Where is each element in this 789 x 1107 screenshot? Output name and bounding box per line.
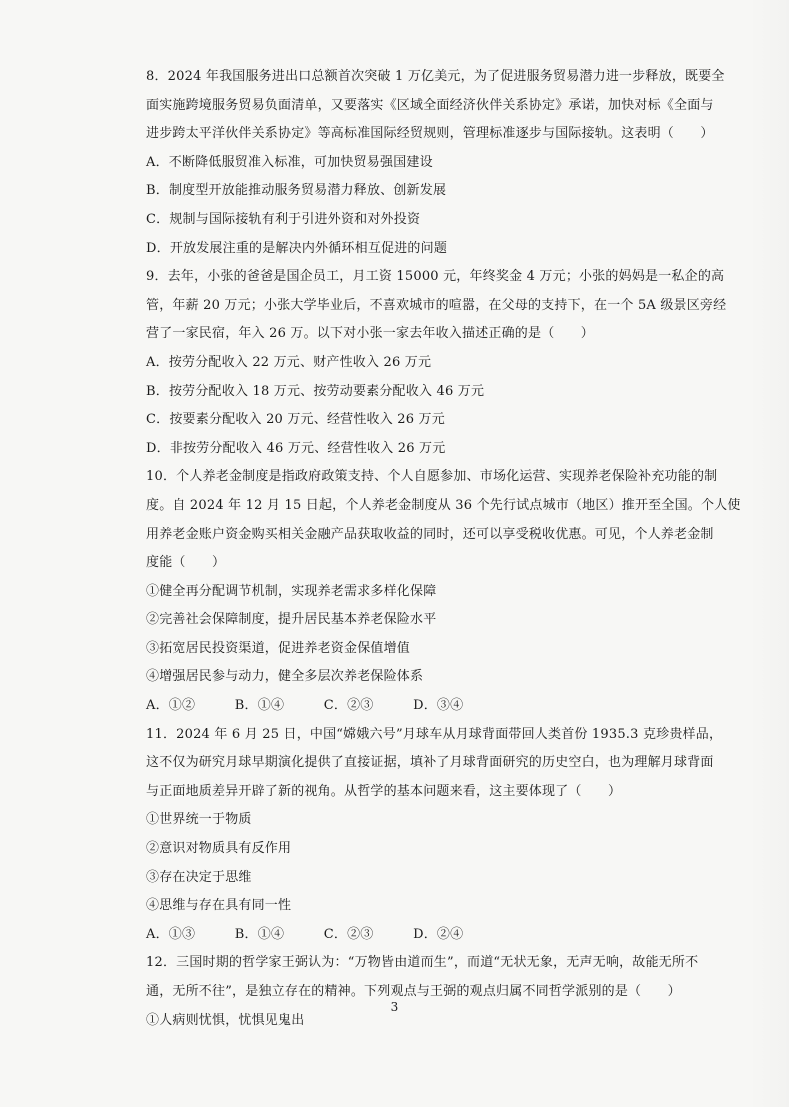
text-line: 度能（ ）	[146, 555, 226, 571]
text-line: 用养老金账户资金购买相关金融产品获取收益的同时，还可以享受税收优惠。可见，个人养老金制	[146, 526, 714, 542]
option-line: A．不断降低服贸准入标准，可加快贸易强国建设	[146, 154, 433, 170]
statement-line: ①健全再分配调节机制，实现养老需求多样化保障	[146, 583, 437, 599]
option-line: B．按劳分配收入 18 万元、按劳动要素分配收入 46 万元	[146, 383, 485, 399]
statement-line: ③拓宽居民投资渠道，促进养老资金保值增值	[146, 640, 411, 656]
text-line: 这不仅为研究月球早期演化提供了直接证据，填补了月球背面研究的历史空白，也为理解月球背面	[146, 755, 714, 771]
option-line: B．制度型开放能推动服务贸易潜力释放、创新发展	[146, 183, 447, 199]
option-line: C．按要素分配收入 20 万元、经营性收入 26 万元	[146, 412, 445, 428]
statement-line: ④思维与存在具有同一性	[146, 898, 292, 914]
text-line: 与正面地质差异开辟了新的视角。从哲学的基本问题来看，这主要体现了（ ）	[146, 783, 622, 799]
statement-line: ②意识对物质具有反作用	[146, 841, 292, 857]
text-line: 通，无所不往”，是独立存在的精神。下列观点与王弼的观点归属不同哲学派别的是（ ）	[146, 984, 681, 999]
text-line: 度。自 2024 年 12 月 15 日起，个人养老金制度从 36 个先行试点城市（地区）推开至全国。个人使	[146, 497, 741, 513]
page-number: 3	[390, 1000, 399, 1014]
statement-line: ②完善社会保障制度，提升居民基本养老保险水平	[146, 612, 437, 628]
option-line: D．非按劳分配收入 46 万元、经营性收入 26 万元	[146, 440, 446, 456]
text-line: 12．三国时期的哲学家王弼认为：“万物皆由道而生”，而道“无状无象，无声无响，故能无所不	[146, 955, 699, 971]
option-line: A．①③ B．①④ C．②③ D．②④	[146, 926, 464, 942]
text-line: 8．2024 年我国服务进出口总额首次突破 1 万亿美元，为了促进服务贸易潜力进一步释放，既要全	[146, 69, 725, 84]
text-line: 营了一家民宿，年入 26 万。以下对小张一家去年收入描述正确的是（ ）	[146, 326, 595, 342]
option-line: A．①② B．①④ C．②③ D．③④	[146, 698, 464, 714]
statement-line: ①人病则忧惧，忧惧见鬼出	[146, 1012, 305, 1028]
statement-line: ③存在决定于思维	[146, 869, 252, 885]
statement-line: ④增强居民参与动力，健全多层次养老保险体系	[146, 669, 424, 685]
text-line: 10．个人养老金制度是指政府政策支持、个人自愿参加、市场化运营、实现养老保险补充功能的制	[146, 469, 718, 485]
text-line: 11．2024 年 6 月 25 日，中国“嫦娥六号”月球车从月球背面带回人类首份 1935.3 克珍贵样品，	[146, 726, 723, 742]
text-line: 9．去年，小张的爸爸是国企员工，月工资 15000 元，年终奖金 4 万元；小张的妈妈是一私企的高	[146, 269, 725, 285]
option-line: A．按劳分配收入 22 万元、财产性收入 26 万元	[146, 354, 432, 370]
text-line: 面实施跨境服务贸易负面清单，又要落实《区域全面经济伙伴关系协定》承诺，加快对标《全面与	[146, 97, 714, 113]
option-line: D．开放发展注重的是解决内外循环相互促进的问题	[146, 240, 448, 256]
question-text-block	[146, 63, 746, 1035]
option-line: C．规制与国际接轨有利于引进外资和对外投资	[146, 211, 421, 227]
text-line: 管，年薪 20 万元；小张大学毕业后，不喜欢城市的喧嚣，在父母的支持下，在一个 5A 级景区旁经	[146, 297, 727, 313]
text-line: 进步跨太平洋伙伴关系协定》等高标准国际经贸规则，管理标准逐步与国际接轨。这表明（ ）	[146, 126, 714, 142]
statement-line: ①世界统一于物质	[146, 812, 252, 828]
scan-shadow	[749, 0, 789, 1107]
